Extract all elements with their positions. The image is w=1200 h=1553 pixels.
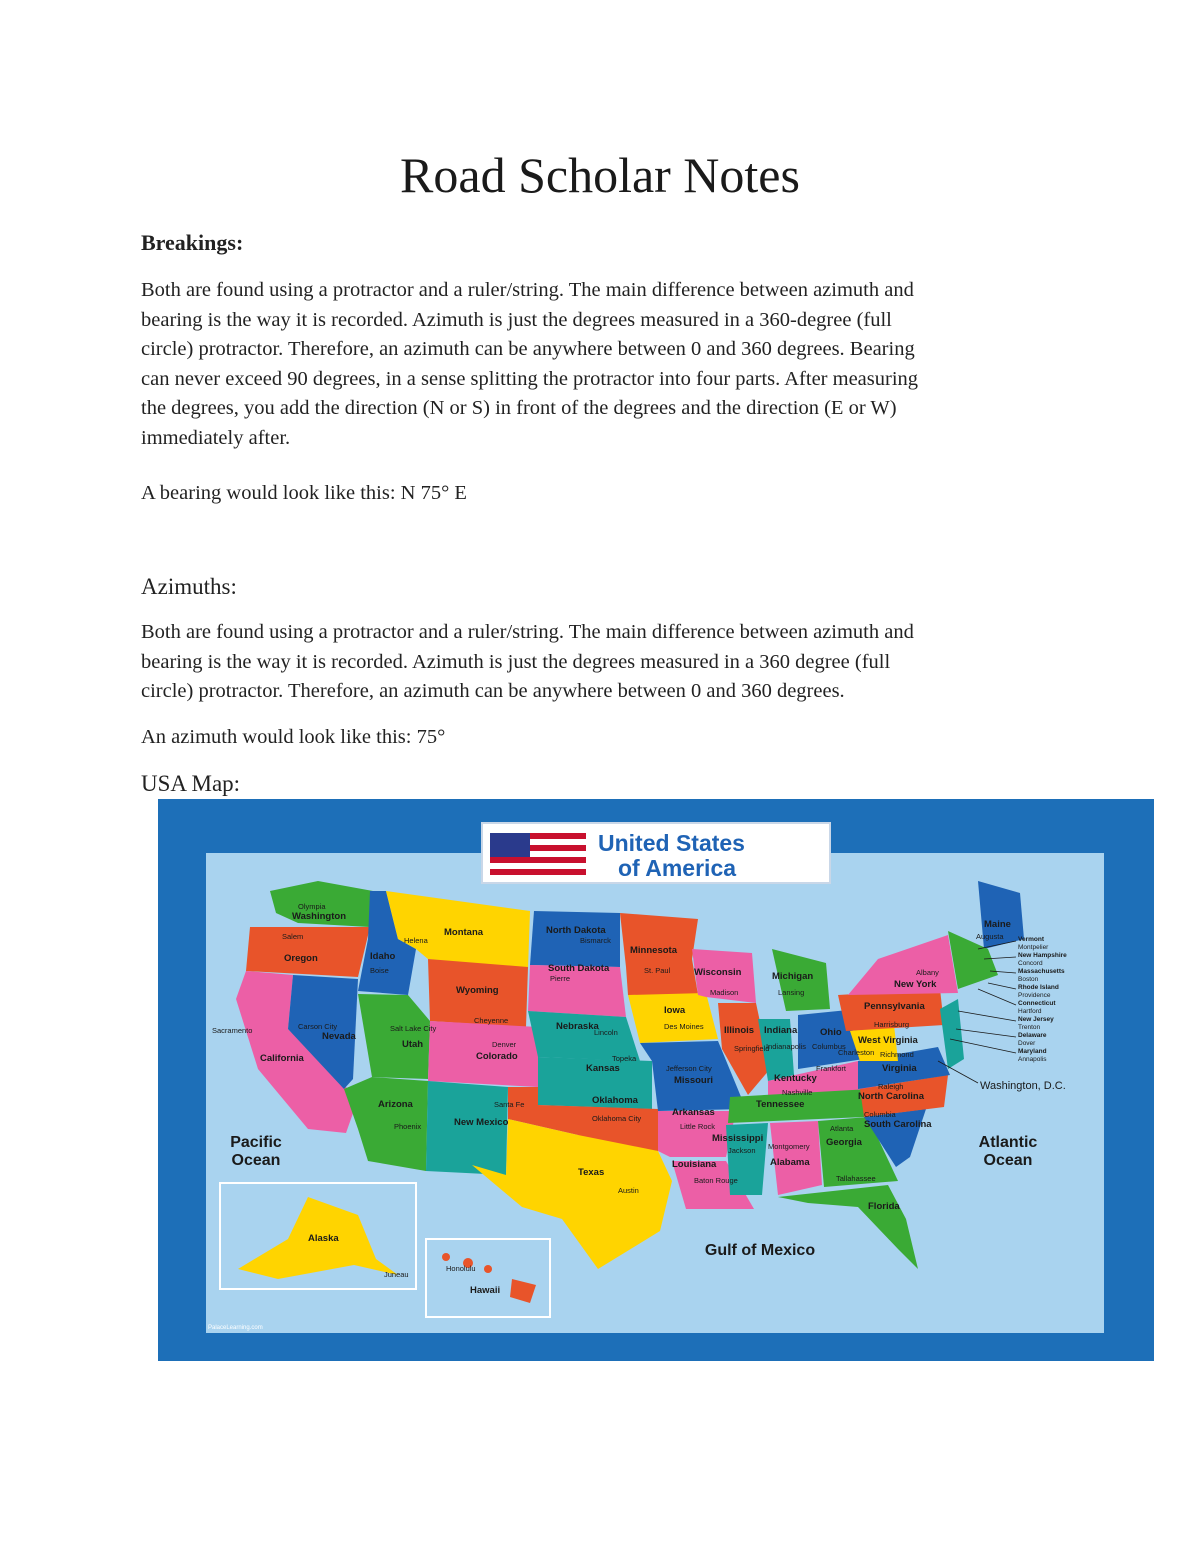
state-oregon xyxy=(246,927,370,977)
capital-label: Juneau xyxy=(384,1270,409,1279)
capital-label: Olympia xyxy=(298,902,326,911)
capital-label: Oklahoma City xyxy=(592,1114,642,1123)
state-label: Ohio xyxy=(820,1027,842,1038)
ne-state-label: Massachusetts xyxy=(1018,968,1065,975)
capital-label: Salt Lake City xyxy=(390,1024,437,1033)
state-new-mexico xyxy=(426,1081,508,1175)
azimuths-line: circle) protractor. Therefore, an azimuth can be anywhere between 0 and 360 degrees. xyxy=(141,680,845,702)
state-label: North Carolina xyxy=(858,1091,924,1102)
usa-map xyxy=(158,799,1154,1361)
usa-map-heading: USA Map: xyxy=(141,771,241,796)
capital-label: Baton Rouge xyxy=(694,1176,738,1185)
state-label: Indiana xyxy=(764,1025,798,1036)
atlantic-label: Atlantic xyxy=(978,1134,1038,1151)
ne-state-label: New Hampshire xyxy=(1018,952,1067,959)
capital-label: Cheyenne xyxy=(474,1016,509,1025)
state-label: Wisconsin xyxy=(694,967,742,978)
state-label: Alabama xyxy=(770,1157,810,1168)
capital-label: Lincoln xyxy=(594,1028,618,1037)
capital-label: Columbia xyxy=(864,1110,896,1119)
capital-label: Springfield xyxy=(734,1044,770,1053)
capital-label: Lansing xyxy=(778,988,805,997)
us-flag-icon xyxy=(490,833,586,875)
capital-label: Montgomery xyxy=(768,1142,810,1151)
bearing-example: A bearing would look like this: N 75° E xyxy=(141,482,467,504)
capital-label: Indianapolis xyxy=(766,1042,807,1051)
capital-label: Jackson xyxy=(728,1146,756,1155)
capital-label: Columbus xyxy=(812,1042,846,1051)
capital-label: St. Paul xyxy=(644,966,671,975)
state-label: Tennessee xyxy=(756,1099,805,1110)
state-label: California xyxy=(260,1053,304,1064)
breakings-heading: Breakings: xyxy=(141,230,244,255)
atlantic-label: Ocean xyxy=(983,1152,1033,1169)
capital-label: Charleston xyxy=(838,1048,875,1057)
capital-label: Jefferson City xyxy=(666,1064,712,1073)
breakings-line: circle) protractor. Therefore, an azimuth can be anywhere between 0 and 360 degrees. Bearing xyxy=(141,338,915,360)
ne-capital-label: Montpelier xyxy=(1018,944,1049,951)
capital-label: Tallahassee xyxy=(836,1174,876,1183)
capital-label: Madison xyxy=(710,988,739,997)
capital-label: Little Rock xyxy=(680,1122,716,1131)
state-label: Mississippi xyxy=(712,1133,764,1144)
ne-state-label: Connecticut xyxy=(1018,1000,1056,1007)
state-label: Idaho xyxy=(370,951,396,962)
state-label: Michigan xyxy=(772,971,814,982)
banner-title-2: of America xyxy=(618,855,737,881)
state-label: West Virginia xyxy=(858,1035,918,1046)
state-label: Kentucky xyxy=(774,1073,817,1084)
breakings-line: can never exceed 90 degrees, in a sense splitting the protractor into four parts. After measuring xyxy=(141,367,919,390)
breakings-line: bearing is the way it is recorded. Azimuth is just the degrees measured in a 360-degree (full xyxy=(141,308,892,331)
ne-capital-label: Providence xyxy=(1018,992,1051,999)
ne-state-label: Maryland xyxy=(1018,1048,1047,1055)
azimuth-example: An azimuth would look like this: 75° xyxy=(141,726,446,748)
state-label: Washington xyxy=(292,911,346,922)
state-utah xyxy=(358,994,430,1079)
state-label: Missouri xyxy=(674,1075,714,1086)
state-label: Nebraska xyxy=(556,1021,599,1032)
capital-label: Pierre xyxy=(550,974,571,983)
map-artwork xyxy=(158,799,1154,1361)
state-label: Alaska xyxy=(308,1233,339,1244)
state-label: Louisiana xyxy=(672,1159,717,1170)
azimuths-paragraph xyxy=(141,618,1061,707)
state-label: Arizona xyxy=(378,1099,413,1110)
capital-label: Boise xyxy=(370,966,389,975)
state-label: North Dakota xyxy=(546,925,606,936)
capital-label: Carson City xyxy=(298,1022,338,1031)
state-label: Oregon xyxy=(284,953,318,964)
azimuths-line: Both are found using a protractor and a ruler/string. The main difference between azimuth and xyxy=(141,621,914,643)
state-label: Florida xyxy=(868,1201,900,1212)
map-banner xyxy=(482,823,830,883)
state-label: Minnesota xyxy=(630,945,677,956)
state-label: Montana xyxy=(444,927,484,938)
page-title: Road Scholar Notes xyxy=(400,147,800,203)
state-label: New York xyxy=(894,979,937,990)
breakings-line: immediately after. xyxy=(141,426,291,449)
capital-label: Bismarck xyxy=(580,936,611,945)
capital-label: Frankfort xyxy=(816,1064,847,1073)
capital-label: Sacramento xyxy=(212,1026,253,1035)
capital-label: Phoenix xyxy=(394,1122,422,1131)
capital-label: Nashville xyxy=(782,1088,813,1097)
state-label: Nevada xyxy=(322,1031,356,1042)
capital-label: Denver xyxy=(492,1040,517,1049)
ne-capital-label: Annapolis xyxy=(1018,1056,1047,1063)
capital-label: Des Moines xyxy=(664,1022,704,1031)
breakings-line: Both are found using a protractor and a ruler/string. The main difference between azimuth and xyxy=(141,279,914,301)
dc-label: Washington, D.C. xyxy=(980,1080,1066,1092)
state-label: South Carolina xyxy=(864,1119,932,1130)
state-label: Oklahoma xyxy=(592,1095,638,1106)
capital-label: Albany xyxy=(916,968,939,977)
ne-capital-label: Concord xyxy=(1018,960,1043,967)
azimuths-heading: Azimuths: xyxy=(141,574,237,599)
state-label: Arkansas xyxy=(672,1107,715,1118)
state-label: South Dakota xyxy=(548,963,610,974)
breakings-line: the degrees, you add the direction (N or S) in front of the degrees and the direction (E or W) xyxy=(141,397,897,419)
capital-label: Salem xyxy=(282,932,304,941)
capital-label: Augusta xyxy=(976,932,1004,941)
state-iowa xyxy=(628,993,718,1043)
capital-label: Topeka xyxy=(612,1054,637,1063)
capital-label: Harrisburg xyxy=(874,1020,910,1029)
state-label: Utah xyxy=(402,1039,424,1050)
state-label: Texas xyxy=(578,1167,605,1178)
capital-label: Atlanta xyxy=(830,1124,854,1133)
map-credit: PalaceLearning.com xyxy=(208,1325,263,1331)
ne-state-label: Delaware xyxy=(1018,1032,1047,1039)
capital-label: Santa Fe xyxy=(494,1100,525,1109)
state-label: Maine xyxy=(984,919,1011,930)
state-label: Colorado xyxy=(476,1051,518,1062)
ne-capital-label: Boston xyxy=(1018,976,1039,983)
hawaii-inset xyxy=(426,1239,550,1317)
capital-label: Honolulu xyxy=(446,1264,476,1273)
gulf-label: Gulf of Mexico xyxy=(704,1242,816,1259)
state-label: Iowa xyxy=(664,1005,686,1016)
capital-label: Austin xyxy=(618,1186,639,1195)
capital-label: Helena xyxy=(404,936,428,945)
azimuths-line: bearing is the way it is recorded. Azimuth is just the degrees measured in a 360 degree (full xyxy=(141,650,891,673)
state-label: Kansas xyxy=(586,1063,620,1074)
state-label: Georgia xyxy=(826,1137,862,1148)
state-mid-atlantic xyxy=(940,999,964,1069)
state-label: Hawaii xyxy=(470,1285,501,1296)
ne-capital-label: Trenton xyxy=(1018,1024,1041,1031)
pacific-label: Ocean xyxy=(231,1152,281,1169)
ne-capital-label: Hartford xyxy=(1018,1008,1042,1015)
capital-label: Richmond xyxy=(880,1050,914,1059)
ne-state-label: Vermont xyxy=(1018,936,1045,943)
ne-state-label: New Jersey xyxy=(1018,1016,1054,1023)
state-label: New Mexico xyxy=(454,1117,509,1128)
state-label: Virginia xyxy=(882,1063,917,1074)
ne-capital-label: Dover xyxy=(1018,1040,1036,1047)
state-label: Illinois xyxy=(724,1025,755,1036)
ne-state-label: Rhode Island xyxy=(1018,984,1059,991)
banner-title-1: United States xyxy=(598,830,745,856)
breakings-paragraph xyxy=(141,276,1061,453)
state-label: Wyoming xyxy=(456,985,499,996)
pacific-label: Pacific xyxy=(230,1134,282,1151)
capital-label: Raleigh xyxy=(878,1082,904,1091)
state-label: Pennsylvania xyxy=(864,1001,925,1012)
